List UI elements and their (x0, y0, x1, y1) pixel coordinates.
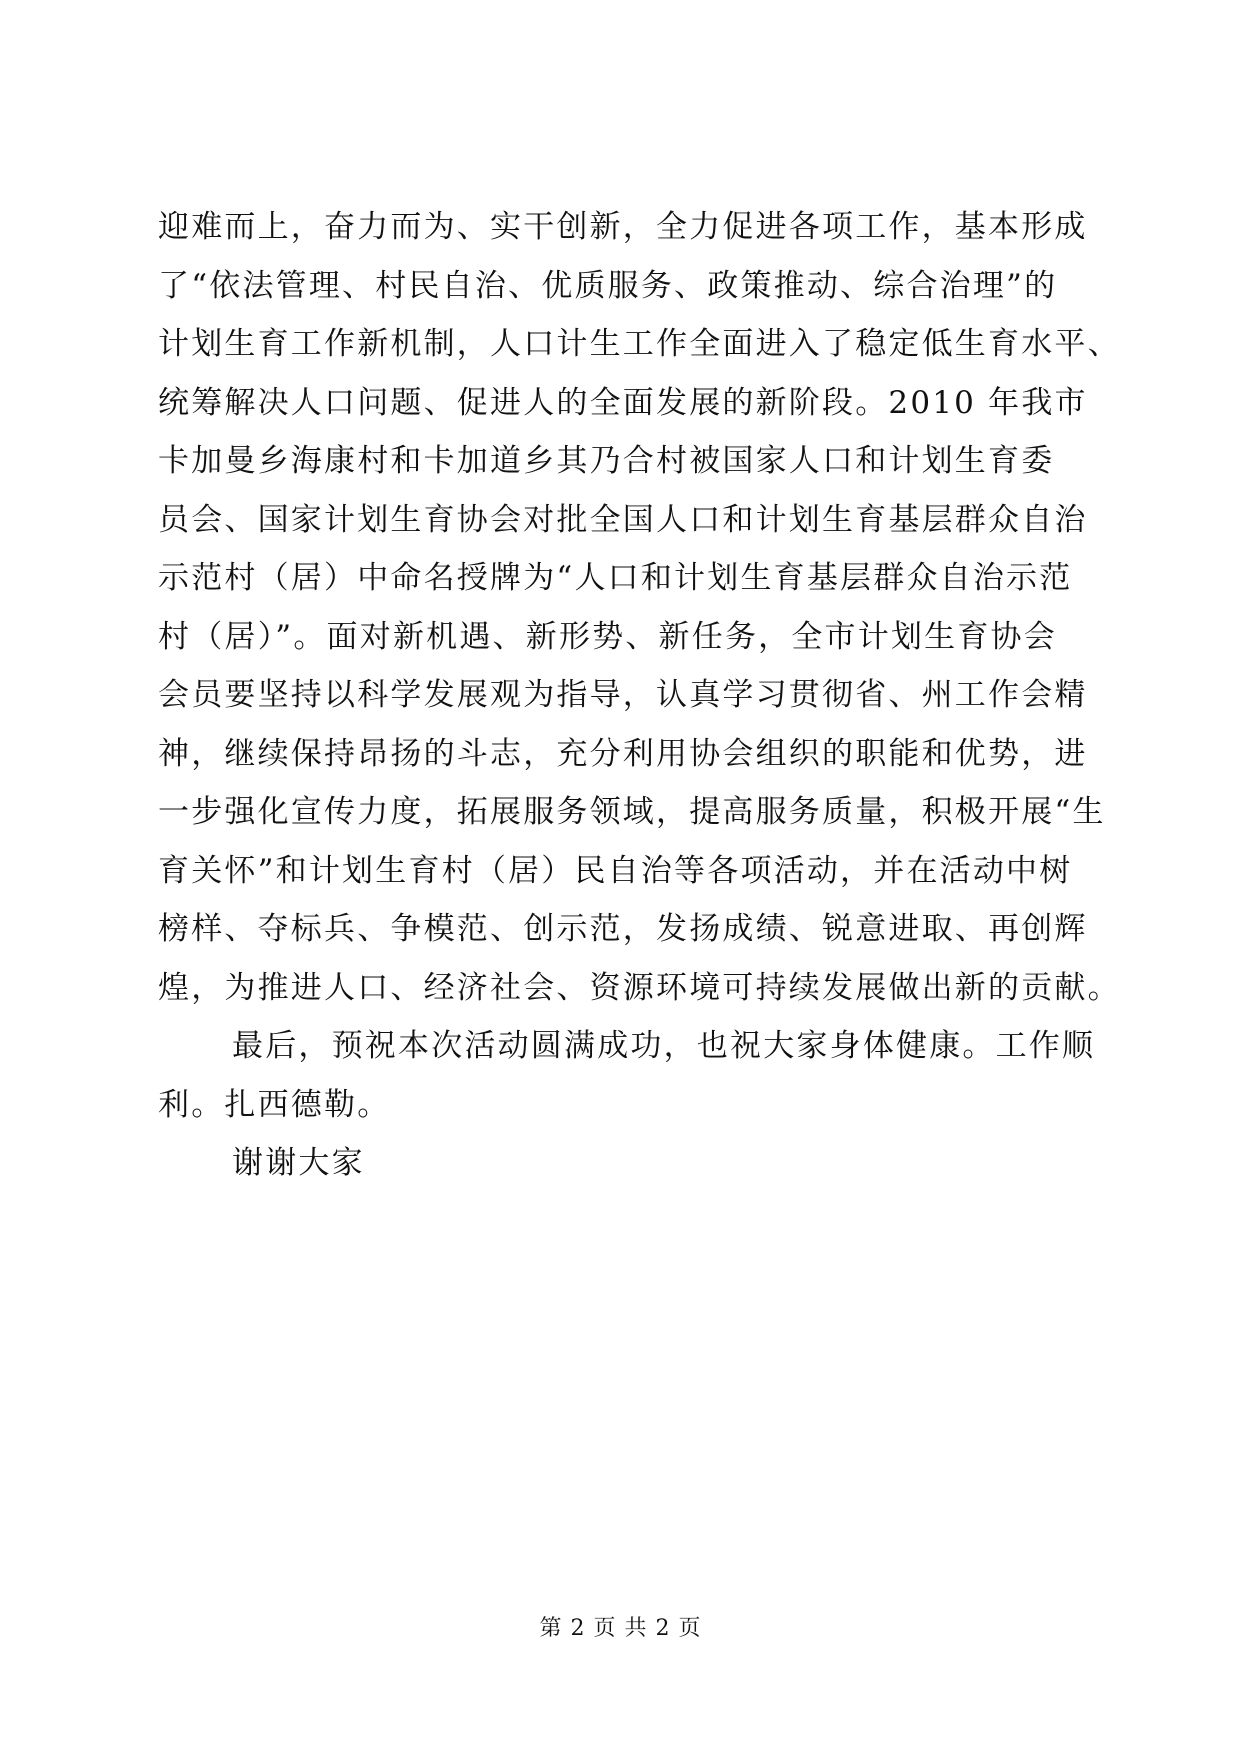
closing-paragraph-line: 利。扎西德勒。 (158, 1086, 391, 1123)
text-line: 会员要坚持以科学发展观为指导，认真学习贯彻省、州工作会精 (158, 677, 1088, 713)
thanks-line: 谢谢大家 (232, 1145, 365, 1181)
text-line: 迎难而上，奋力而为、实干创新，全力促进各项工作，基本形成 (158, 209, 1088, 245)
body-text (158, 198, 1121, 1193)
text-line: 员会、国家计划生育协会对批全国人口和计划生育基层群众自治 (158, 501, 1088, 538)
text-line: 示范村（居）中命名授牌为“人口和计划生育基层群众自治示范 (158, 560, 1073, 596)
text-line: 榜样、夺标兵、争模范、创示范，发扬成绩、锐意进取、再创辉 (158, 911, 1088, 947)
page-number-footer: 第 2 页 共 2 页 (539, 1616, 702, 1641)
text-line: 一步强化宣传力度，拓展服务领域，提高服务质量，积极开展“生 (158, 794, 1106, 830)
text-line: 育关怀”和计划生育村（居）民自治等各项活动，并在活动中树 (158, 852, 1073, 889)
text-line: 计划生育工作新机制，人口计生工作全面进入了稳定低生育水平、 (158, 326, 1121, 362)
text-line: 神，继续保持昂扬的斗志，充分利用协会组织的职能和优势，进 (158, 735, 1088, 772)
text-line: 村（居）”。面对新机遇、新形势、新任务，全市计划生育协会 (158, 618, 1057, 655)
text-line: 煌，为推进人口、经济社会、资源环境可持续发展做出新的贡献。 (158, 969, 1121, 1006)
text-line: 了“依法管理、村民自治、优质服务、政策推动、综合治理”的 (158, 267, 1058, 304)
closing-paragraph-line: 最后，预祝本次活动圆满成功，也祝大家身体健康。工作顺 (232, 1028, 1096, 1064)
text-line: 统筹解决人口问题、促进人的全面发展的新阶段。2010 年我市 (158, 384, 1088, 421)
text-line: 卡加曼乡海康村和卡加道乡其乃合村被国家人口和计划生育委 (158, 443, 1055, 479)
